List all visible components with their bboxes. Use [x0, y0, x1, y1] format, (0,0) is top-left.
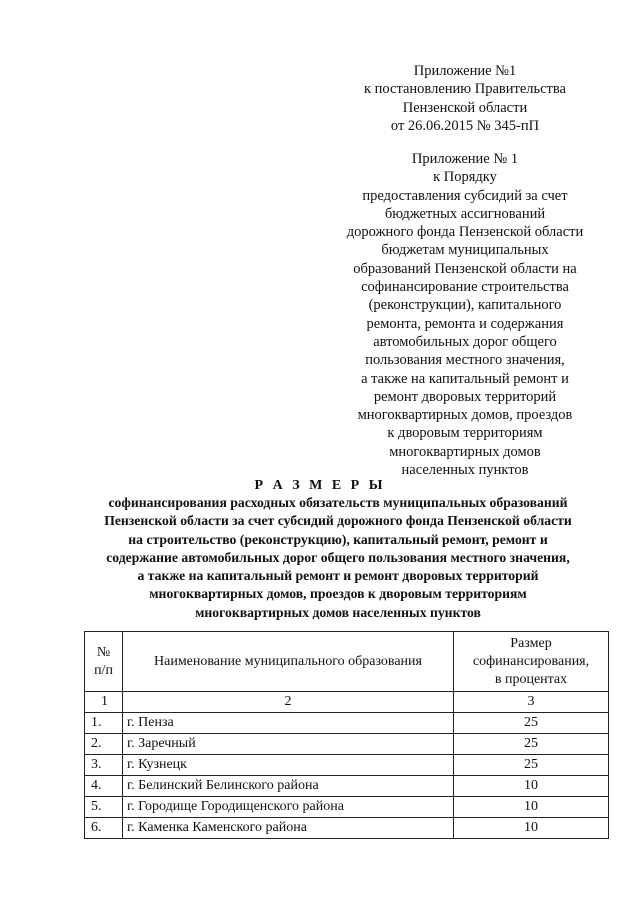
header-number-line: п/п — [94, 662, 113, 678]
appendix-2-line: к Порядку — [433, 169, 497, 186]
header-municipality-name: Наименование муниципального образования — [123, 632, 454, 692]
header-size-line: софинансирования, — [472, 653, 590, 669]
row-number: 2. — [85, 734, 123, 755]
document-subtitle — [60, 494, 616, 622]
row-municipality: г. Городище Городищенского района — [123, 797, 454, 818]
appendix-2-line: бюджетных ассигнований — [384, 205, 546, 222]
column-numbering-row — [85, 692, 609, 713]
row-number: 1. — [85, 713, 123, 734]
row-percentage: 25 — [454, 755, 609, 776]
column-number: 2 — [123, 692, 454, 713]
appendix-2-line: ремонта, ремонта и содержания — [366, 315, 564, 332]
appendix-1-line: Приложение №1 — [413, 63, 517, 79]
row-number: 4. — [85, 776, 123, 797]
appendix-2-line: (реконструкции), капитального — [368, 297, 562, 314]
header-cofinancing-size — [454, 632, 609, 692]
subtitle-line: многоквартирных домов населенных пунктов — [195, 604, 481, 620]
column-number: 1 — [85, 692, 123, 713]
table-row — [85, 818, 609, 839]
table-row — [85, 713, 609, 734]
row-percentage: 10 — [454, 818, 609, 839]
appendix-2-line: софинансирование строительства — [361, 279, 569, 296]
row-percentage: 10 — [454, 776, 609, 797]
appendix-2-line: дорожного фонда Пензенской области — [346, 224, 584, 241]
row-municipality: г. Белинский Белинского района — [123, 776, 454, 797]
table-row — [85, 755, 609, 776]
appendix-2-line: многоквартирных домов, проездов — [357, 407, 573, 424]
header-number-line: № — [96, 644, 111, 660]
row-percentage: 25 — [454, 734, 609, 755]
subtitle-line: многоквартирных домов, проездов к дворовым территориям — [149, 586, 527, 602]
appendix-2-line: бюджетам муниципальных — [381, 242, 549, 259]
subtitle-line: Пензенской области за счет субсидий дорожного фонда Пензенской области — [104, 513, 572, 529]
row-number: 3. — [85, 755, 123, 776]
table-header-row — [85, 632, 609, 692]
appendix-2-line: пользования местного значения, — [365, 352, 565, 369]
row-number: 6. — [85, 818, 123, 839]
table-row — [85, 776, 609, 797]
row-municipality: г. Пенза — [123, 713, 454, 734]
column-number: 3 — [454, 692, 609, 713]
appendix-2-line: населенных пунктов — [401, 462, 529, 479]
header-number — [85, 632, 123, 692]
row-percentage: 25 — [454, 713, 609, 734]
appendix-2-line: Приложение № 1 — [411, 151, 519, 167]
row-municipality: г. Каменка Каменского района — [123, 818, 454, 839]
row-municipality: г. Кузнецк — [123, 755, 454, 776]
row-municipality: г. Заречный — [123, 734, 454, 755]
appendix-2-line: ремонт дворовых территорий — [373, 388, 557, 405]
appendix-2-line: к дворовым территориям — [387, 425, 543, 442]
appendix-2-line: автомобильных дорог общего — [373, 333, 557, 350]
appendix-2-line: предоставления субсидий за счет — [362, 187, 568, 204]
table-row — [85, 734, 609, 755]
subtitle-line: содержание автомобильных дорог общего пользования местного значения, — [106, 549, 570, 565]
appendix-1-line: к постановлению Правительства — [364, 81, 566, 98]
row-percentage: 10 — [454, 797, 609, 818]
subtitle-line: на строительство (реконструкцию), капитальный ремонт, ремонт и — [128, 531, 548, 547]
appendix-1-line: Пензенской области — [402, 99, 528, 116]
row-number: 5. — [85, 797, 123, 818]
appendix-2-line: многоквартирных домов — [389, 443, 541, 460]
appendix-1-header — [300, 62, 630, 135]
cofinancing-table — [84, 631, 609, 839]
header-size-line: в процентах — [494, 671, 568, 687]
subtitle-line: софинансирования расходных обязательств муниципальных образований — [108, 495, 568, 510]
appendix-1-line: от 26.06.2015 № 345-пП — [390, 117, 540, 134]
appendix-2-line: образований Пензенской области на — [353, 260, 577, 277]
document-title: Р А З М Е Р Ы — [254, 478, 386, 493]
table-row — [85, 797, 609, 818]
appendix-2-header — [300, 150, 630, 479]
header-size-line: Размер — [510, 635, 552, 651]
appendix-2-line: а также на капитальный ремонт и — [361, 370, 569, 387]
subtitle-line: а также на капитальный ремонт и ремонт дворовых территорий — [137, 568, 539, 584]
